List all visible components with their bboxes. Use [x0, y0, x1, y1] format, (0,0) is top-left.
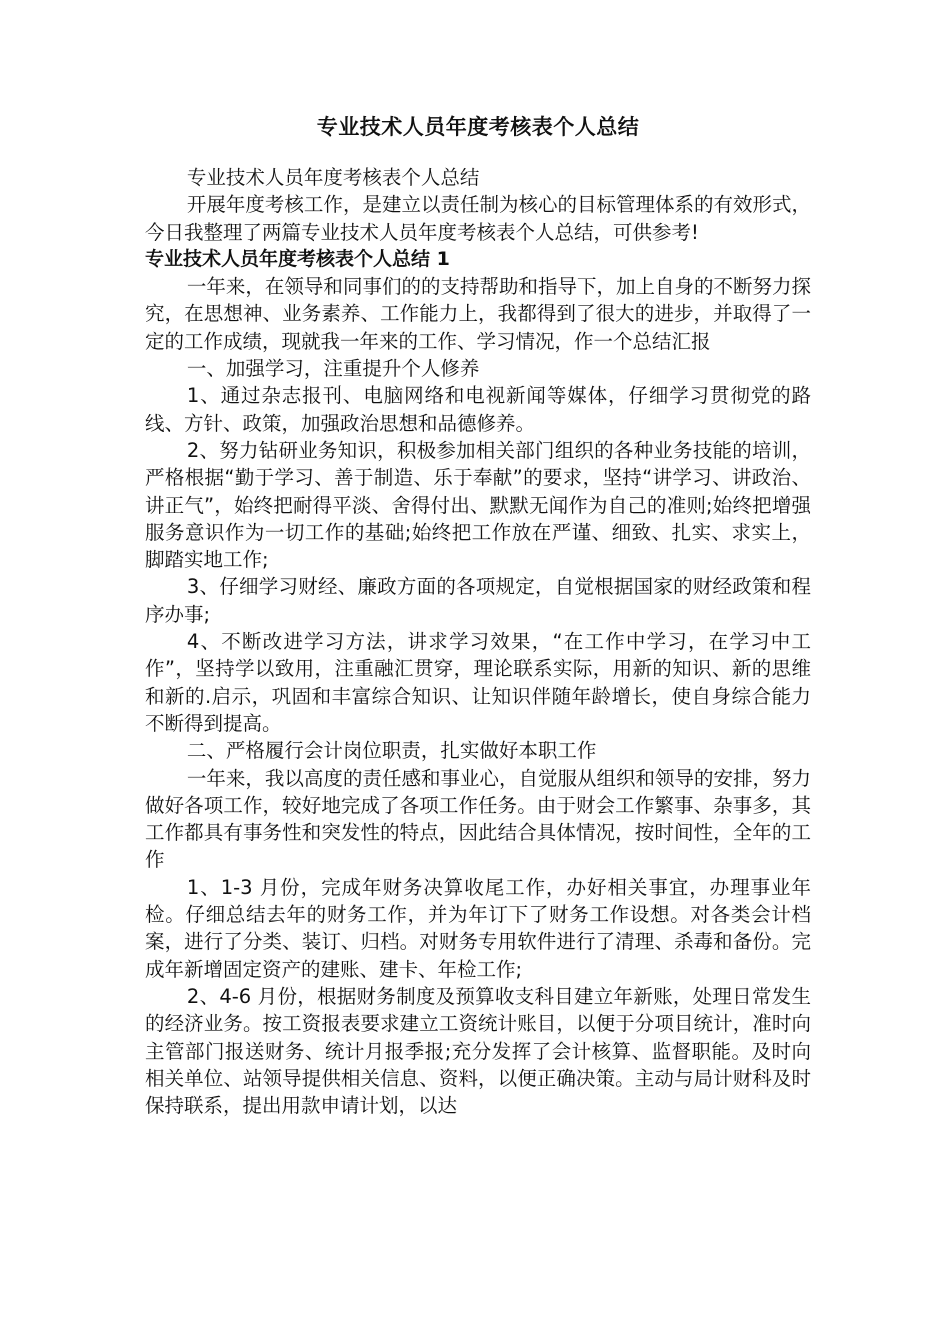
body-paragraph: 一年来，在领导和同事们的的支持帮助和指导下，加上自身的不断努力探究，在思想神、业务素养、工作能力上，我都得到了很大的进步，并取得了一定的工作成绩，现就我一年来的工作、学习情况，作一个总结汇报 [145, 275, 811, 353]
body-paragraph: 2、4-6 月份，根据财务制度及预算收支科目建立年新账，处理日常发生的经济业务。按工资报表要求建立工资统计账目，以便于分项目统计，准时向主管部门报送财务、统计月报季报;充分发挥了会计核算、监督职能。及时向相关单位、站领导提供相关信息、资料，以便正确决策。主动与局计财科及时保持联系，提出用款申请计划，以达 [145, 984, 811, 1118]
body-paragraph: 1、1-3 月份，完成年财务决算收尾工作，办好相关事宜，办理事业年检。仔细总结去年的财务工作，并为年订下了财务工作设想。对各类会计档案，进行了分类、装订、归档。对财务专用软件进行了清理、杀毒和备份。完成年新增固定资产的建账、建卡、年检工作; [145, 875, 811, 981]
body-paragraph: 2、努力钻研业务知识，积极参加相关部门组织的各种业务技能的培训，严格根据“勤于学习、善于制造、乐于奉献”的要求，坚持“讲学习、讲政治、讲正气”，始终把耐得平淡、舍得付出、默默无闻作为自己的准则;始终把增强服务意识作为一切工作的基础;始终把工作放在严谨、细致、扎实、求实上，脚踏实地工作; [145, 438, 811, 572]
document-page [145, 112, 811, 1119]
subsection-heading: 二、严格履行会计岗位职责，扎实做好本职工作 [186, 739, 597, 763]
intro-paragraph: 开展年度考核工作，是建立以责任制为核心的目标管理体系的有效形式，今日我整理了两篇专业技术人员年度考核表个人总结，可供参考! [145, 193, 811, 244]
body-paragraph: 一年来，我以高度的责任感和事业心，自觉服从组织和领导的安排，努力做好各项工作，较好地完成了各项工作任务。由于财会工作繁事、杂事多，其工作都具有事务性和突发性的特点，因此结合具体情况，按时间性，全年的工作 [145, 766, 811, 872]
intro-paragraph: 专业技术人员年度考核表个人总结 [186, 166, 480, 189]
subsection-heading: 一、加强学习，注重提升个人修养 [186, 357, 480, 381]
body-paragraph: 1、通过杂志报刊、电脑网络和电视新闻等媒体，仔细学习贯彻党的路线、方针、政策，加强政治思想和品德修养。 [145, 384, 811, 435]
body-paragraph: 3、仔细学习财经、廉政方面的各项规定，自觉根据国家的财经政策和程序办事; [145, 575, 811, 626]
section-heading: 专业技术人员年度考核表个人总结 1 [145, 247, 450, 270]
body-paragraph: 4、不断改进学习方法，讲求学习效果，“在工作中学习，在学习中工作”，坚持学以致用，注重融汇贯穿，理论联系实际，用新的知识、新的思维和新的.启示，巩固和丰富综合知识、让知识伴随年龄增长，使自身综合能力不断得到提高。 [145, 630, 811, 735]
document-title: 专业技术人员年度考核表个人总结 [316, 115, 640, 139]
